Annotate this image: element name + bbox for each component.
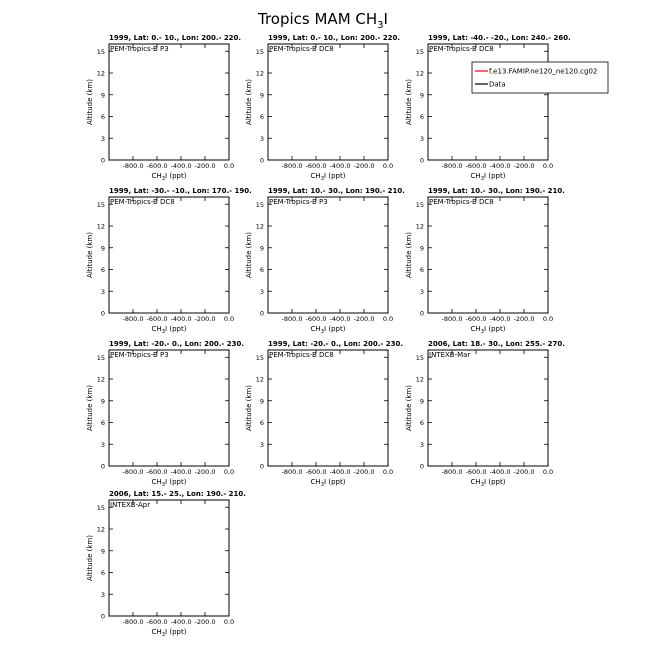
x-tick-label: -200.0 [353, 162, 375, 170]
y-tick-label: 0 [419, 462, 424, 471]
panel-4 [86, 187, 252, 335]
x-axis-label [471, 325, 506, 335]
x-tick-label: -600.0 [305, 468, 327, 476]
panel-9 [405, 340, 565, 488]
x-tick-label: -400.0 [489, 315, 511, 323]
x-axis-label-part: I (ppt) [165, 628, 187, 636]
y-tick-label: 15 [96, 200, 105, 209]
y-tick-label: 3 [100, 440, 105, 449]
y-tick-label: 6 [100, 113, 105, 121]
x-tick-label: 0.0 [223, 618, 235, 626]
x-axis-label [311, 172, 346, 182]
y-tick-label: 15 [96, 47, 105, 56]
y-tick-label: 15 [415, 200, 424, 209]
x-tick-label: 0.0 [382, 315, 394, 323]
x-tick-label: -600.0 [465, 162, 487, 170]
y-axis-label: Altitude (km) [405, 232, 413, 278]
x-axis-label [471, 478, 506, 488]
panel-header: 1999, Lat: 10.- 30., Lon: 190.- 210. [428, 187, 565, 195]
x-axis-label-part: I (ppt) [324, 172, 346, 180]
x-tick-label: -800.0 [281, 162, 303, 170]
plot-frame [428, 350, 548, 466]
x-axis-label-subscript: 3 [161, 329, 166, 335]
y-tick-label: 12 [96, 222, 105, 231]
y-tick-label: 0 [100, 462, 105, 471]
x-axis-label-part: I (ppt) [165, 325, 187, 333]
y-tick-label: 6 [419, 419, 424, 427]
x-tick-label: -400.0 [170, 315, 192, 323]
y-tick-label: 0 [100, 612, 105, 621]
x-tick-label: -400.0 [329, 315, 351, 323]
y-tick-label: 0 [259, 309, 264, 318]
panel-8 [245, 340, 403, 488]
y-tick-label: 6 [259, 266, 264, 274]
y-tick-label: 9 [100, 91, 105, 100]
x-tick-label: -400.0 [170, 162, 192, 170]
campaign-label: PEM-Tropics-B P3 [269, 198, 328, 206]
x-axis-label [311, 325, 346, 335]
plot-frame [428, 197, 548, 313]
x-axis-label-part: CH [151, 172, 162, 180]
x-axis-label-part: CH [470, 172, 481, 180]
x-tick-label: -600.0 [465, 315, 487, 323]
x-tick-label: -200.0 [513, 162, 535, 170]
x-axis-label-subscript: 3 [480, 482, 485, 488]
y-tick-label: 3 [259, 134, 264, 143]
campaign-label: INTEXB-Mar [429, 351, 471, 359]
plot-frame [109, 197, 229, 313]
x-tick-label: -800.0 [281, 315, 303, 323]
y-tick-label: 6 [259, 419, 264, 427]
x-tick-label: 0.0 [223, 315, 235, 323]
y-axis-label: Altitude (km) [86, 385, 94, 431]
x-axis-label-part: CH [151, 628, 162, 636]
x-axis-label [152, 478, 187, 488]
x-tick-label: -400.0 [170, 468, 192, 476]
y-tick-label: 0 [100, 309, 105, 318]
x-tick-label: -200.0 [353, 468, 375, 476]
x-tick-label: -400.0 [170, 618, 192, 626]
x-axis-label-part: CH [151, 325, 162, 333]
x-tick-label: -800.0 [441, 162, 463, 170]
y-tick-label: 9 [259, 397, 264, 406]
plot-frame [268, 350, 388, 466]
y-tick-label: 15 [415, 353, 424, 362]
panel-1 [86, 34, 241, 182]
x-tick-label: -800.0 [122, 618, 144, 626]
legend-label-1: f.e13.FAMIP.ne120_ne120.cg02 [489, 67, 598, 76]
x-axis-label-part: CH [310, 325, 321, 333]
campaign-label: INTEXB-Apr [110, 501, 151, 509]
campaign-label: PEM-Tropics-B DC8 [269, 45, 334, 53]
panel-header: 1999, Lat: 10.- 30., Lon: 190.- 210. [268, 187, 405, 195]
y-tick-label: 6 [100, 569, 105, 577]
y-tick-label: 9 [419, 397, 424, 406]
panel-header: 1999, Lat: 0.- 10., Lon: 200.- 220. [268, 34, 401, 42]
campaign-label: PEM-Tropics-B DC8 [110, 198, 175, 206]
y-tick-label: 6 [100, 419, 105, 427]
plot-frame [268, 197, 388, 313]
x-tick-label: -800.0 [441, 315, 463, 323]
figure-title-subscript: 3 [377, 20, 384, 31]
x-tick-label: -200.0 [353, 315, 375, 323]
legend [472, 62, 608, 93]
y-tick-label: 3 [419, 440, 424, 449]
y-tick-label: 12 [415, 222, 424, 231]
y-tick-label: 3 [419, 134, 424, 143]
y-tick-label: 0 [419, 156, 424, 165]
y-tick-label: 12 [96, 375, 105, 384]
y-axis-label: Altitude (km) [86, 232, 94, 278]
x-axis-label-part: I (ppt) [324, 325, 346, 333]
x-tick-label: -800.0 [122, 162, 144, 170]
y-tick-label: 3 [100, 287, 105, 296]
y-tick-label: 0 [419, 309, 424, 318]
panel-header: 1999, Lat: -20.- 0., Lon: 200.- 230. [109, 340, 244, 348]
panel-header: 1999, Lat: -20.- 0., Lon: 200.- 230. [268, 340, 403, 348]
x-axis-label-subscript: 3 [320, 329, 325, 335]
y-axis-label: Altitude (km) [86, 79, 94, 125]
x-tick-label: -600.0 [146, 618, 168, 626]
plot-frame [428, 44, 548, 160]
x-tick-label: -800.0 [441, 468, 463, 476]
x-tick-label: -800.0 [122, 468, 144, 476]
plot-frame [109, 44, 229, 160]
plot-frame [109, 500, 229, 616]
y-tick-label: 3 [259, 287, 264, 296]
y-tick-label: 6 [419, 266, 424, 274]
y-tick-label: 9 [259, 91, 264, 100]
x-tick-label: 0.0 [382, 162, 394, 170]
x-tick-label: 0.0 [223, 468, 235, 476]
y-axis-label: Altitude (km) [245, 79, 253, 125]
y-tick-label: 6 [259, 113, 264, 121]
x-tick-label: -600.0 [146, 315, 168, 323]
x-axis-label [471, 172, 506, 182]
campaign-label: PEM-Tropics-B P3 [110, 45, 169, 53]
x-axis-label-part: I (ppt) [165, 172, 187, 180]
x-axis-label-part: I (ppt) [484, 325, 506, 333]
y-tick-label: 0 [259, 156, 264, 165]
y-tick-label: 15 [96, 503, 105, 512]
y-tick-label: 3 [100, 590, 105, 599]
x-tick-label: -200.0 [194, 162, 216, 170]
y-tick-label: 0 [259, 462, 264, 471]
x-axis-label-subscript: 3 [480, 176, 485, 182]
panel-5 [245, 187, 405, 335]
campaign-label: PEM-Tropics-B DC8 [429, 198, 494, 206]
y-axis-label: Altitude (km) [245, 232, 253, 278]
y-tick-label: 3 [419, 287, 424, 296]
y-tick-label: 15 [255, 47, 264, 56]
panel-header: 1999, Lat: 0.- 10., Lon: 200.- 220. [109, 34, 242, 42]
panel-10 [86, 490, 246, 638]
y-axis-label: Altitude (km) [405, 79, 413, 125]
x-tick-label: -200.0 [513, 315, 535, 323]
y-tick-label: 3 [259, 440, 264, 449]
x-tick-label: -400.0 [329, 162, 351, 170]
x-axis-label-part: CH [151, 478, 162, 486]
y-tick-label: 6 [419, 113, 424, 121]
x-axis-label-subscript: 3 [161, 176, 166, 182]
y-tick-label: 6 [100, 266, 105, 274]
x-axis-label-part: I (ppt) [484, 172, 506, 180]
x-axis-label [311, 478, 346, 488]
y-tick-label: 12 [255, 375, 264, 384]
x-tick-label: -400.0 [329, 468, 351, 476]
x-tick-label: 0.0 [223, 162, 235, 170]
x-tick-label: -800.0 [281, 468, 303, 476]
y-tick-label: 9 [100, 244, 105, 253]
x-tick-label: -600.0 [305, 315, 327, 323]
x-tick-label: -600.0 [305, 162, 327, 170]
x-axis-label [152, 325, 187, 335]
x-axis-label-subscript: 3 [320, 176, 325, 182]
campaign-label: PEM-Tropics-B P3 [110, 351, 169, 359]
y-tick-label: 9 [419, 244, 424, 253]
x-axis-label-part: CH [310, 172, 321, 180]
y-tick-label: 3 [100, 134, 105, 143]
x-axis-label-subscript: 3 [320, 482, 325, 488]
y-tick-label: 15 [255, 200, 264, 209]
legend-label-2: Data [489, 80, 506, 89]
x-axis-label-subscript: 3 [480, 329, 485, 335]
figure-title-end: I [383, 10, 388, 28]
y-tick-label: 12 [96, 525, 105, 534]
panel-header: 1999, Lat: -40.- -20., Lon: 240.- 260. [428, 34, 571, 42]
figure-title [257, 10, 388, 31]
y-tick-label: 15 [415, 47, 424, 56]
panel-7 [86, 340, 244, 488]
panel-grid [86, 34, 571, 638]
x-axis-label-subscript: 3 [161, 632, 166, 638]
x-tick-label: 0.0 [542, 315, 554, 323]
y-tick-label: 12 [255, 222, 264, 231]
x-axis-label [152, 172, 187, 182]
y-axis-label: Altitude (km) [405, 385, 413, 431]
panel-header: 2006, Lat: 18.- 30., Lon: 255.- 270. [428, 340, 565, 348]
x-axis-label-part: CH [310, 478, 321, 486]
y-tick-label: 12 [96, 69, 105, 78]
y-tick-label: 12 [255, 69, 264, 78]
y-axis-label: Altitude (km) [245, 385, 253, 431]
x-tick-label: -200.0 [513, 468, 535, 476]
x-axis-label-part: CH [470, 325, 481, 333]
y-tick-label: 9 [419, 91, 424, 100]
y-axis-label: Altitude (km) [86, 535, 94, 581]
y-tick-label: 9 [259, 244, 264, 253]
x-tick-label: 0.0 [542, 468, 554, 476]
panel-header: 2006, Lat: 15.- 25., Lon: 190.- 210. [109, 490, 246, 498]
x-axis-label-subscript: 3 [161, 482, 166, 488]
panel-6 [405, 187, 565, 335]
campaign-label: PEM-Tropics-B DC8 [269, 351, 334, 359]
plot-frame [109, 350, 229, 466]
figure-title-main: Tropics MAM CH [258, 10, 378, 28]
y-tick-label: 0 [100, 156, 105, 165]
x-axis-label-part: I (ppt) [484, 478, 506, 486]
x-tick-label: -400.0 [489, 468, 511, 476]
panel-header: 1999, Lat: -30.- -10., Lon: 170.- 190. [109, 187, 252, 195]
x-tick-label: -200.0 [194, 618, 216, 626]
x-axis-label-part: CH [470, 478, 481, 486]
y-tick-label: 9 [100, 547, 105, 556]
y-tick-label: 12 [415, 69, 424, 78]
campaign-label: PEM-Tropics-B DC8 [429, 45, 494, 53]
x-tick-label: -200.0 [194, 315, 216, 323]
y-tick-label: 15 [255, 353, 264, 362]
x-tick-label: 0.0 [542, 162, 554, 170]
x-axis-label-part: I (ppt) [324, 478, 346, 486]
x-tick-label: -600.0 [146, 468, 168, 476]
panel-3 [405, 34, 571, 182]
y-tick-label: 9 [100, 397, 105, 406]
x-tick-label: 0.0 [382, 468, 394, 476]
x-axis-label [152, 628, 187, 638]
panel-2 [245, 34, 400, 182]
x-tick-label: -600.0 [465, 468, 487, 476]
x-tick-label: -200.0 [194, 468, 216, 476]
plot-frame [268, 44, 388, 160]
x-tick-label: -600.0 [146, 162, 168, 170]
x-axis-label-part: I (ppt) [165, 478, 187, 486]
x-tick-label: -400.0 [489, 162, 511, 170]
y-tick-label: 12 [415, 375, 424, 384]
x-tick-label: -800.0 [122, 315, 144, 323]
y-tick-label: 15 [96, 353, 105, 362]
